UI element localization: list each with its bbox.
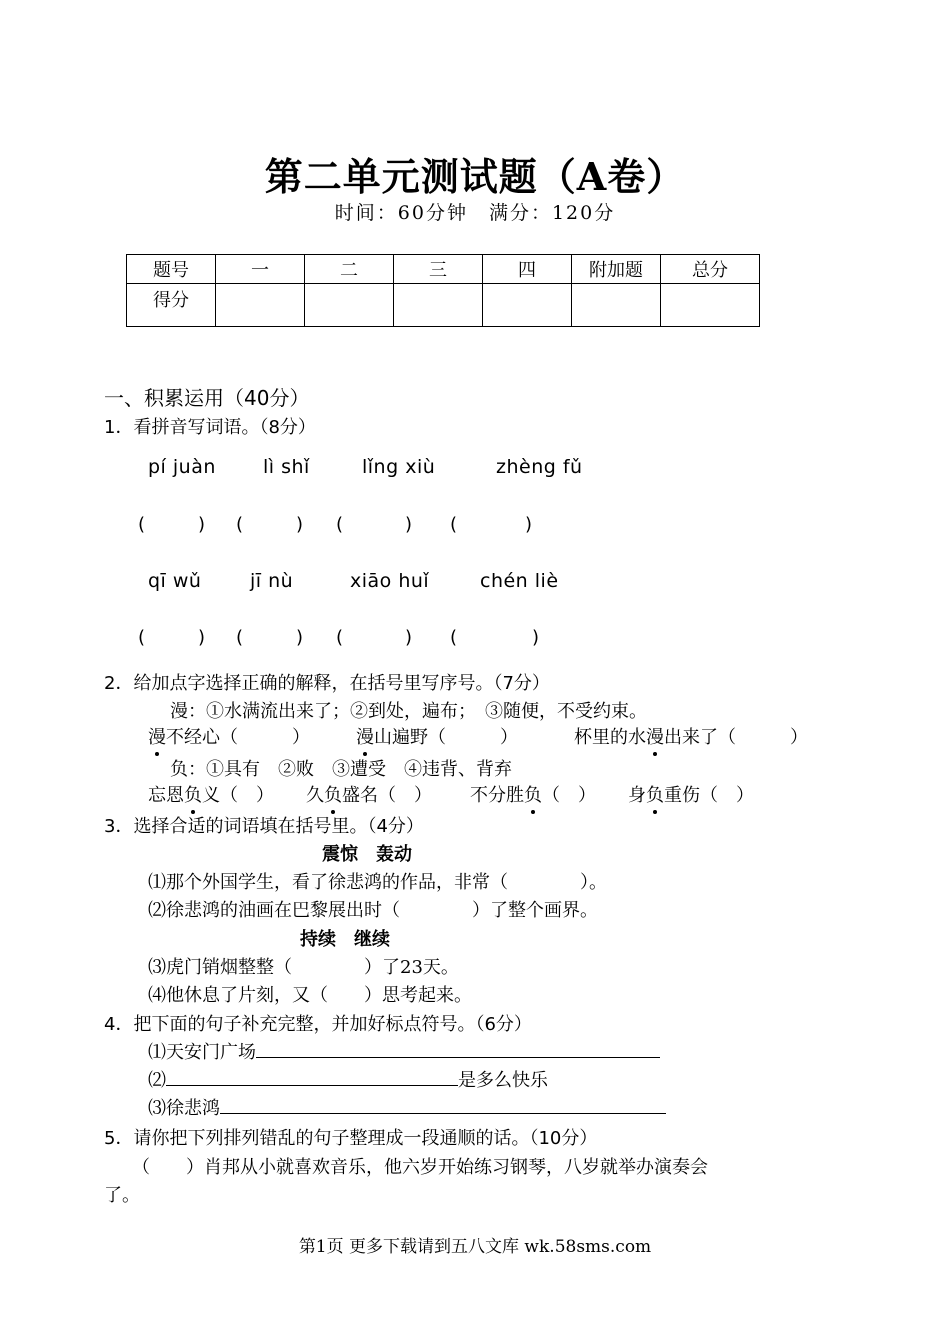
word-choices: 持续 继续	[300, 929, 390, 950]
word-rest: 义（ ）	[202, 785, 274, 806]
sentence: （ ）肖邦从小就喜欢音乐，他六岁开始练习钢琴，八岁就举办演奏会	[132, 1157, 708, 1178]
word-rest: 不经心（ ）	[166, 727, 310, 748]
word-rest: 山遍野（ ）	[374, 727, 518, 748]
answer-paren: )	[525, 514, 533, 535]
word-item	[148, 781, 274, 807]
word-choices: 震惊 轰动	[322, 844, 412, 865]
sentence-prefix: ⑴天安门广场	[148, 1042, 256, 1063]
word-item	[356, 723, 518, 749]
q1-title: 1．看拼音写词语。（8分）	[104, 417, 316, 438]
word-rest: 出来了（ ）	[664, 727, 808, 748]
answer-paren: (	[236, 514, 244, 535]
word-rest: （ ）	[542, 785, 596, 806]
score-table	[126, 254, 760, 327]
q2-title: 2．给加点字选择正确的解释，在括号里写序号。（7分）	[104, 673, 550, 694]
fill-sentence	[148, 1066, 548, 1092]
q5-title: 5．请你把下列排列错乱的句子整理成一段通顺的话。（10分）	[104, 1128, 598, 1149]
pinyin: lǐng xiù	[362, 456, 436, 478]
word-pre: 不分胜	[470, 785, 524, 806]
pinyin: jī nù	[250, 570, 294, 592]
answer-paren: (	[450, 627, 458, 648]
q3-title: 3．选择合适的词语填在括号里。（4分）	[104, 816, 424, 837]
score-cell[interactable]	[305, 284, 394, 327]
answer-paren: (	[450, 514, 458, 535]
word-pre: 杯里的水	[574, 727, 646, 748]
word-item	[306, 781, 432, 807]
pinyin: qī wǔ	[148, 570, 202, 592]
fill-sentence	[148, 1038, 660, 1064]
dotted-char: 负	[324, 781, 342, 807]
sentence: ⑷他休息了片刻，又（ ）思考起来。	[148, 985, 472, 1006]
answer-paren: (	[138, 514, 146, 535]
answer-paren: )	[405, 514, 413, 535]
word-rest: 盛名（ ）	[342, 785, 432, 806]
score-cell[interactable]	[394, 284, 483, 327]
sentence-prefix: ⑶徐悲鸿	[148, 1098, 220, 1119]
sentence-suffix: 是多么快乐	[458, 1070, 548, 1091]
table-header: 附加题	[572, 255, 661, 284]
dotted-char: 漫	[148, 723, 166, 749]
answer-paren: )	[296, 627, 304, 648]
answer-paren: )	[296, 514, 304, 535]
answer-paren: )	[532, 627, 540, 648]
table-header: 一	[216, 255, 305, 284]
word-item	[148, 723, 310, 749]
answer-paren: (	[336, 627, 344, 648]
sentence-prefix: ⑵	[148, 1070, 166, 1091]
word-pre: 忘恩	[148, 785, 184, 806]
table-header: 题号	[127, 255, 216, 284]
page-footer: 第1页 更多下载请到五八文库 wk.58sms.com	[298, 1237, 652, 1257]
q4-title: 4．把下面的句子补充完整，并加好标点符号。（6分）	[104, 1014, 532, 1035]
table-header: 二	[305, 255, 394, 284]
score-cell[interactable]	[661, 284, 760, 327]
section-heading: 一、积累运用（40分）	[104, 386, 310, 410]
answer-paren: (	[138, 627, 146, 648]
score-cell[interactable]	[216, 284, 305, 327]
pinyin: chén liè	[480, 570, 559, 592]
word-pre: 身	[628, 785, 646, 806]
word-rest: 重伤（ ）	[664, 785, 754, 806]
pinyin: xiāo huǐ	[350, 570, 430, 592]
word-pre: 久	[306, 785, 324, 806]
answer-paren: )	[198, 514, 206, 535]
answer-line[interactable]	[220, 1095, 666, 1114]
page-title: 第二单元测试题（A卷）	[264, 154, 686, 199]
word-item	[470, 781, 596, 807]
answer-line[interactable]	[256, 1039, 660, 1058]
word-item	[574, 723, 808, 749]
dotted-char: 负	[524, 781, 542, 807]
table-header: 总分	[661, 255, 760, 284]
dotted-char: 负	[184, 781, 202, 807]
pinyin: lì shǐ	[263, 456, 310, 478]
dotted-char: 负	[646, 781, 664, 807]
row-label: 得分	[127, 284, 216, 327]
definition: 负：①具有 ②败 ③遭受 ④违背、背弃	[170, 759, 512, 780]
table-header: 四	[483, 255, 572, 284]
sentence: 了。	[104, 1185, 140, 1206]
word-item	[628, 781, 754, 807]
sentence: ⑶虎门销烟整整（ ）了23天。	[148, 957, 459, 978]
fill-sentence	[148, 1094, 666, 1120]
score-cell[interactable]	[483, 284, 572, 327]
answer-paren: )	[198, 627, 206, 648]
answer-paren: )	[405, 627, 413, 648]
table-header: 三	[394, 255, 483, 284]
pinyin: zhèng fǔ	[496, 456, 583, 478]
sentence: ⑵徐悲鸿的油画在巴黎展出时（ ）了整个画界。	[148, 900, 598, 921]
pinyin: pí juàn	[148, 456, 216, 478]
answer-line[interactable]	[166, 1067, 458, 1086]
score-cell[interactable]	[572, 284, 661, 327]
answer-paren: (	[336, 514, 344, 535]
dotted-char: 漫	[356, 723, 374, 749]
answer-paren: (	[236, 627, 244, 648]
exam-info: 时间：60分钟 满分：120分	[334, 202, 616, 224]
dotted-char: 漫	[646, 723, 664, 749]
sentence: ⑴那个外国学生，看了徐悲鸿的作品，非常（ ）。	[148, 872, 607, 893]
definition: 漫：①水满流出来了；②到处，遍布； ③随便，不受约束。	[170, 701, 647, 722]
